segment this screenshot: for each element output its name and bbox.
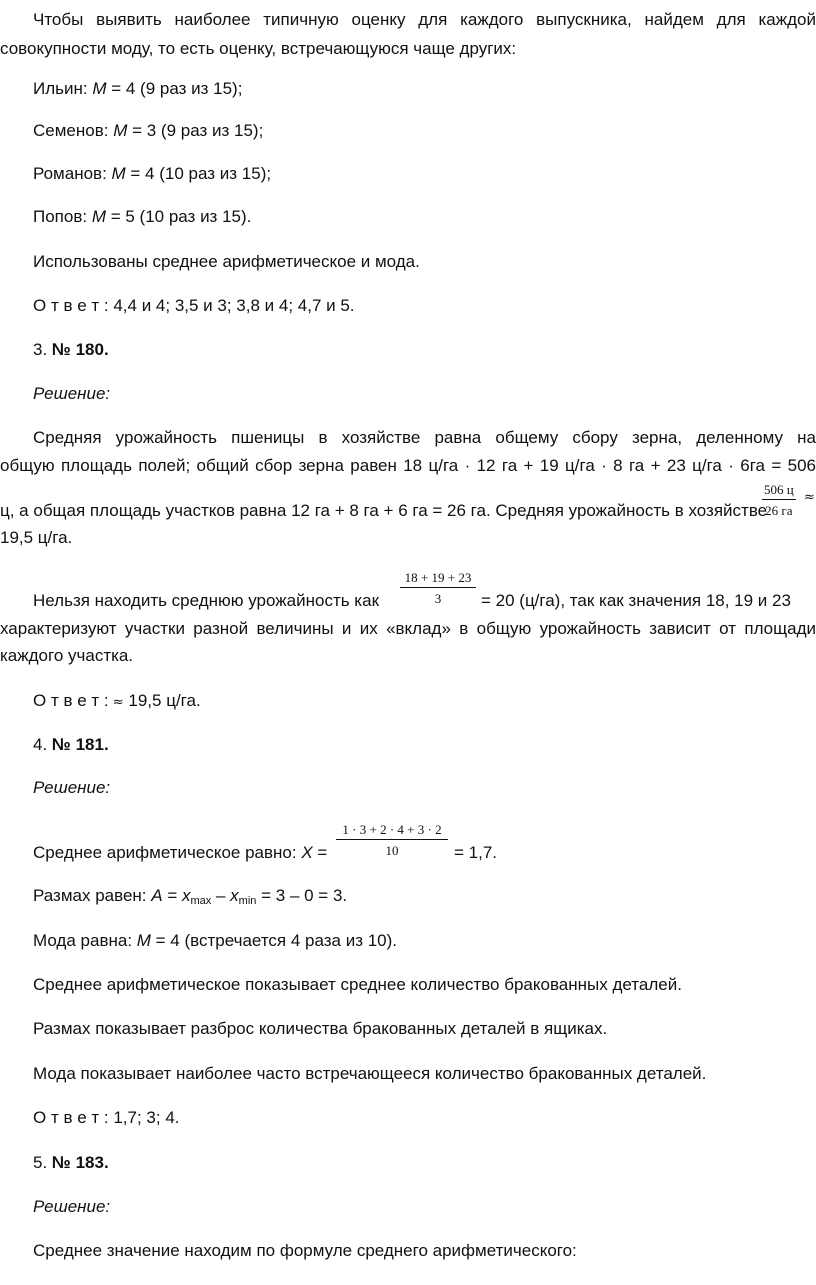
task-3-line-1: Средняя урожайность пшеницы в хозяйстве равна общему сбору зерна, деленному на bbox=[33, 428, 816, 447]
mean-result: = 1,7. bbox=[454, 843, 498, 862]
task-3-heading: 3. № 180. bbox=[33, 340, 109, 359]
task-3b-line-1-right: = 20 (ц/га), так как значения 18, 19 и 23 bbox=[481, 591, 791, 610]
approx-symbol-answer: ≈ bbox=[112, 695, 124, 710]
mode-line-semenov: Семенов: M = 3 (9 раз из 15); bbox=[33, 121, 264, 140]
task-5-heading: 5. № 183. bbox=[33, 1153, 109, 1172]
statement-mean: Среднее арифметическое показывает среднее количество бракованных деталей. bbox=[33, 975, 682, 994]
fraction-18-19-23-over-3: $\frac{18 + 19 + 23}{3}$ bbox=[400, 570, 476, 606]
answer-3: О т в е т : 1,7; 3; 4. bbox=[33, 1108, 180, 1127]
task-3b-line-2: характеризуют участки разной величины и их «вклад» в общую урожайность зависит от площади bbox=[0, 619, 816, 638]
task-3-line-3: ц, а общая площадь участков равна 12 га + 8 га + 6 га = 26 га. Средняя урожайность в хозяйстве bbox=[0, 501, 768, 520]
solution-label-3: Решение: bbox=[33, 384, 111, 403]
mode-line-romanov: Романов: M = 4 (10 раз из 15); bbox=[33, 164, 272, 183]
statement-mode: Мода показывает наиболее часто встречающееся количество бракованных деталей. bbox=[33, 1064, 707, 1083]
mean-line-left: Среднее арифметическое равно: X = bbox=[33, 843, 328, 862]
mode-line-ilyin: Ильин: M = 4 (9 раз из 15); bbox=[33, 79, 243, 98]
solution-label-4: Решение: bbox=[33, 778, 111, 797]
range-line: Размах равен: $A = x_{max} - x_{min} = 3 - 0 = 3$. bbox=[33, 886, 348, 907]
fraction-mean: $\frac{1 \cdot 3 + 2 \cdot 4 + 3 \cdot 2}{10}$ bbox=[336, 822, 448, 858]
task-3b-line-3: каждого участка. bbox=[0, 646, 134, 665]
answer-2: О т в е т : ≈ 19,5 ц/га. bbox=[33, 691, 201, 710]
task-4-heading: 4. № 181. bbox=[33, 735, 109, 754]
task-3-line-2: общую площадь полей; общий сбор зерна равен 18 ц/га · 12 га + 19 ц/га · 8 га + 23 ц/га · 6га = 506 bbox=[0, 456, 816, 475]
answer-1: О т в е т : 4,4 и 4; 3,5 и 3; 3,8 и 4; 4,7 и 5. bbox=[33, 296, 355, 315]
mode-line: Мода равна: M = 4 (встречается 4 раза из 10). bbox=[33, 931, 398, 950]
paragraph-intro-line-2: совокупности моду, то есть оценку, встречающуюся чаще других: bbox=[0, 39, 517, 58]
statement-range: Размах показывает разброс количества бракованных деталей в ящиках. bbox=[33, 1019, 608, 1038]
task-3-line-4: 19,5 ц/га. bbox=[0, 528, 73, 547]
solution-label-5: Решение: bbox=[33, 1197, 111, 1216]
paragraph-intro-line-1: Чтобы выявить наиболее типичную оценку для каждого выпускника, найдем для каждой bbox=[33, 10, 816, 29]
used-methods-text: Использованы среднее арифметическое и мода. bbox=[33, 252, 420, 271]
approx-symbol: ≈ bbox=[804, 490, 815, 505]
fraction-506-over-26: 506 ц 26 га bbox=[764, 482, 794, 518]
mode-line-popov: Попов: M = 5 (10 раз из 15). bbox=[33, 207, 252, 226]
last-line: Среднее значение находим по формуле среднего арифметического: bbox=[33, 1241, 577, 1260]
task-3b-line-1-left: Нельзя находить среднюю урожайность как bbox=[33, 591, 380, 610]
